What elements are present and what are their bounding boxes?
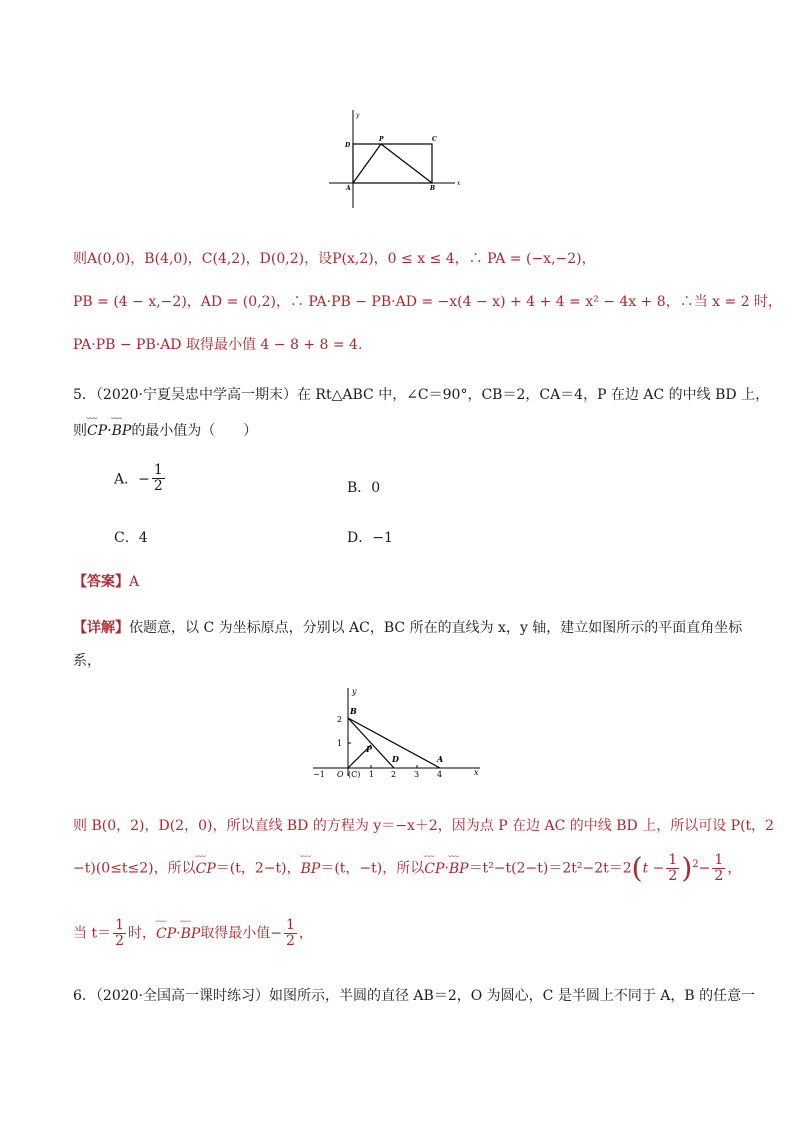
sol5-l2-d: ＝t²−t(2−t)＝2t²−2t＝2 xyxy=(468,860,632,877)
half-numerator: 1 xyxy=(668,852,678,868)
dot-operator: · xyxy=(444,860,449,877)
label-D: D xyxy=(392,754,399,764)
sol5-l2-b: ＝(t，2−t)， xyxy=(215,860,301,877)
vector-CP: ⌣⌣⌣ CP xyxy=(196,861,216,877)
question5-stem-line1: 5．（2020·宁夏吴忠中学高一期末）在 Rt△ABC 中，∠C＝90°，CB＝2，CA＝4，P 在边 AC 的中线 BD 上， xyxy=(73,387,770,403)
stem-prefix: 则 xyxy=(73,423,87,439)
rectangle-ABCD xyxy=(353,144,432,183)
half-denominator-2: 2 xyxy=(714,868,724,884)
sol5-l3-a: 当 t＝ xyxy=(73,925,112,942)
stem-suffix: 的最小值为（ ） xyxy=(131,423,258,439)
tick-label-x3: 3 xyxy=(414,770,420,779)
t-value-numerator: 1 xyxy=(115,917,124,933)
vector-CP-2: ⌣⌣⌣ CP xyxy=(424,861,444,877)
vector-CP: ⌣⌣⌣ CP xyxy=(87,423,107,439)
option-A-numerator: 1 xyxy=(153,462,163,478)
segment-PB xyxy=(381,144,432,183)
label-A: A xyxy=(437,754,444,764)
label-B: B xyxy=(350,706,357,716)
option-A-label: A．− xyxy=(114,471,150,488)
solution5-line2 xyxy=(73,853,741,884)
option-A-denominator: 2 xyxy=(153,478,163,494)
min-value-fraction xyxy=(284,918,297,949)
answer-value: A xyxy=(129,574,140,590)
detail-text1: 依题意，以 C 为坐标原点，分别以 AC，BC 所在的直线为 x，y 轴，建立如图所示的平面直角坐标 xyxy=(129,620,743,636)
option-A[interactable] xyxy=(114,463,167,494)
t-value-denominator: 2 xyxy=(115,933,124,949)
answer-line xyxy=(73,571,139,591)
figure-rectangle-diagram xyxy=(325,108,470,213)
label-D: D xyxy=(345,142,351,149)
label-x: x xyxy=(474,768,479,777)
tick-label-xm1: −1 xyxy=(313,770,325,779)
min-denominator: 2 xyxy=(286,933,295,949)
half-denominator: 2 xyxy=(668,868,678,884)
question5-stem-line2 xyxy=(73,420,257,440)
label-C-origin: (C) xyxy=(348,770,361,779)
vector-BP-2: ⌣⌣⌣ BP xyxy=(449,861,469,877)
detail-line2: 系， xyxy=(73,653,101,669)
label-C: C xyxy=(432,136,437,143)
solution4-line2: PB = (4 − x,−2)，AD = (0,2)，∴ PA·PB − PB·AD = −x(4 − x) + 4 + 4 = x² − 4x + 8，∴当 x = 2 时， xyxy=(73,294,783,310)
sol5-l2-e: − xyxy=(698,860,711,877)
sol5-l3-b: 时， xyxy=(128,925,156,942)
solution4-line3: PA·PB − PB·AD 取得最小值 4 − 8 + 8 = 4. xyxy=(73,337,363,353)
left-paren: ( xyxy=(631,851,643,885)
solution4-line1: 则A(0,0)，B(4,0)，C(4,2)，D(0,2)，设P(x,2)，0 ≤ x ≤ 4，∴ PA = (−x,−2)， xyxy=(73,251,596,267)
solution5-line3 xyxy=(73,918,313,949)
tick-label-y2: 2 xyxy=(337,715,343,724)
t-value-fraction xyxy=(113,918,126,949)
vector-BP: ⌣⌣⌣ BP xyxy=(301,861,321,877)
sol5-l2-c: ＝(t，−t)，所以 xyxy=(320,860,425,877)
label-y: y xyxy=(356,112,360,119)
min-numerator: 1 xyxy=(286,917,295,933)
half-numerator-2: 1 xyxy=(714,852,724,868)
dot-operator: · xyxy=(107,423,112,439)
tick-label-x1: 1 xyxy=(369,770,375,779)
tick-label-y1: 1 xyxy=(337,739,343,748)
option-D[interactable]: D．−1 xyxy=(347,530,393,546)
sol5-l2-a: −t)(0≤t≤2)，所以 xyxy=(73,860,196,877)
label-A: A xyxy=(346,185,351,192)
option-B[interactable]: B．0 xyxy=(347,480,381,496)
tick-label-x4: 4 xyxy=(437,770,443,779)
label-x: x xyxy=(457,180,461,187)
label-B: B xyxy=(430,185,436,192)
detail-line1 xyxy=(73,617,742,637)
option-C[interactable]: C．4 xyxy=(114,530,148,546)
sol5-l3-c: 取得最小值− xyxy=(200,925,283,942)
half-fraction-2 xyxy=(712,853,725,884)
label-y: y xyxy=(352,687,357,696)
label-origin: O xyxy=(337,770,344,779)
vector-CP-3: ⌣⌣⌣ CP xyxy=(156,926,176,942)
question6-stem: 6．（2020·全国高一课时练习）如图所示，半圆的直径 AB＝2，O 为圆心，C 是半圆上不同于 A，B 的任意一 xyxy=(73,988,756,1004)
answer-label: 【答案】 xyxy=(73,574,129,590)
square-exponent: 2 xyxy=(692,858,699,870)
label-P: P xyxy=(379,136,384,143)
detail-label: 【详解】 xyxy=(73,620,129,636)
figure-coordinate-triangle xyxy=(310,686,485,781)
sol5-l2-t: t − xyxy=(642,860,665,877)
sol5-l2-f: ， xyxy=(727,860,742,877)
label-P: P xyxy=(366,744,373,754)
tick-label-x2: 2 xyxy=(391,770,397,779)
solution5-line1: 则 B(0，2)，D(2，0)，所以直线 BD 的方程为 y＝−x＋2，因为点 P 在边 AC 的中线 BD 上，所以可设 P(t，2 xyxy=(73,818,775,834)
vector-BP-3: ⌣⌣⌣ BP xyxy=(181,926,201,942)
right-paren: ) xyxy=(681,851,693,885)
option-A-fraction xyxy=(152,463,165,494)
half-fraction xyxy=(666,853,679,884)
vector-BP: ⌣⌣⌣ BP xyxy=(112,423,132,439)
segment-PA xyxy=(353,144,381,183)
dot-operator-3: · xyxy=(176,925,181,942)
sol5-l3-d: ， xyxy=(298,925,313,942)
